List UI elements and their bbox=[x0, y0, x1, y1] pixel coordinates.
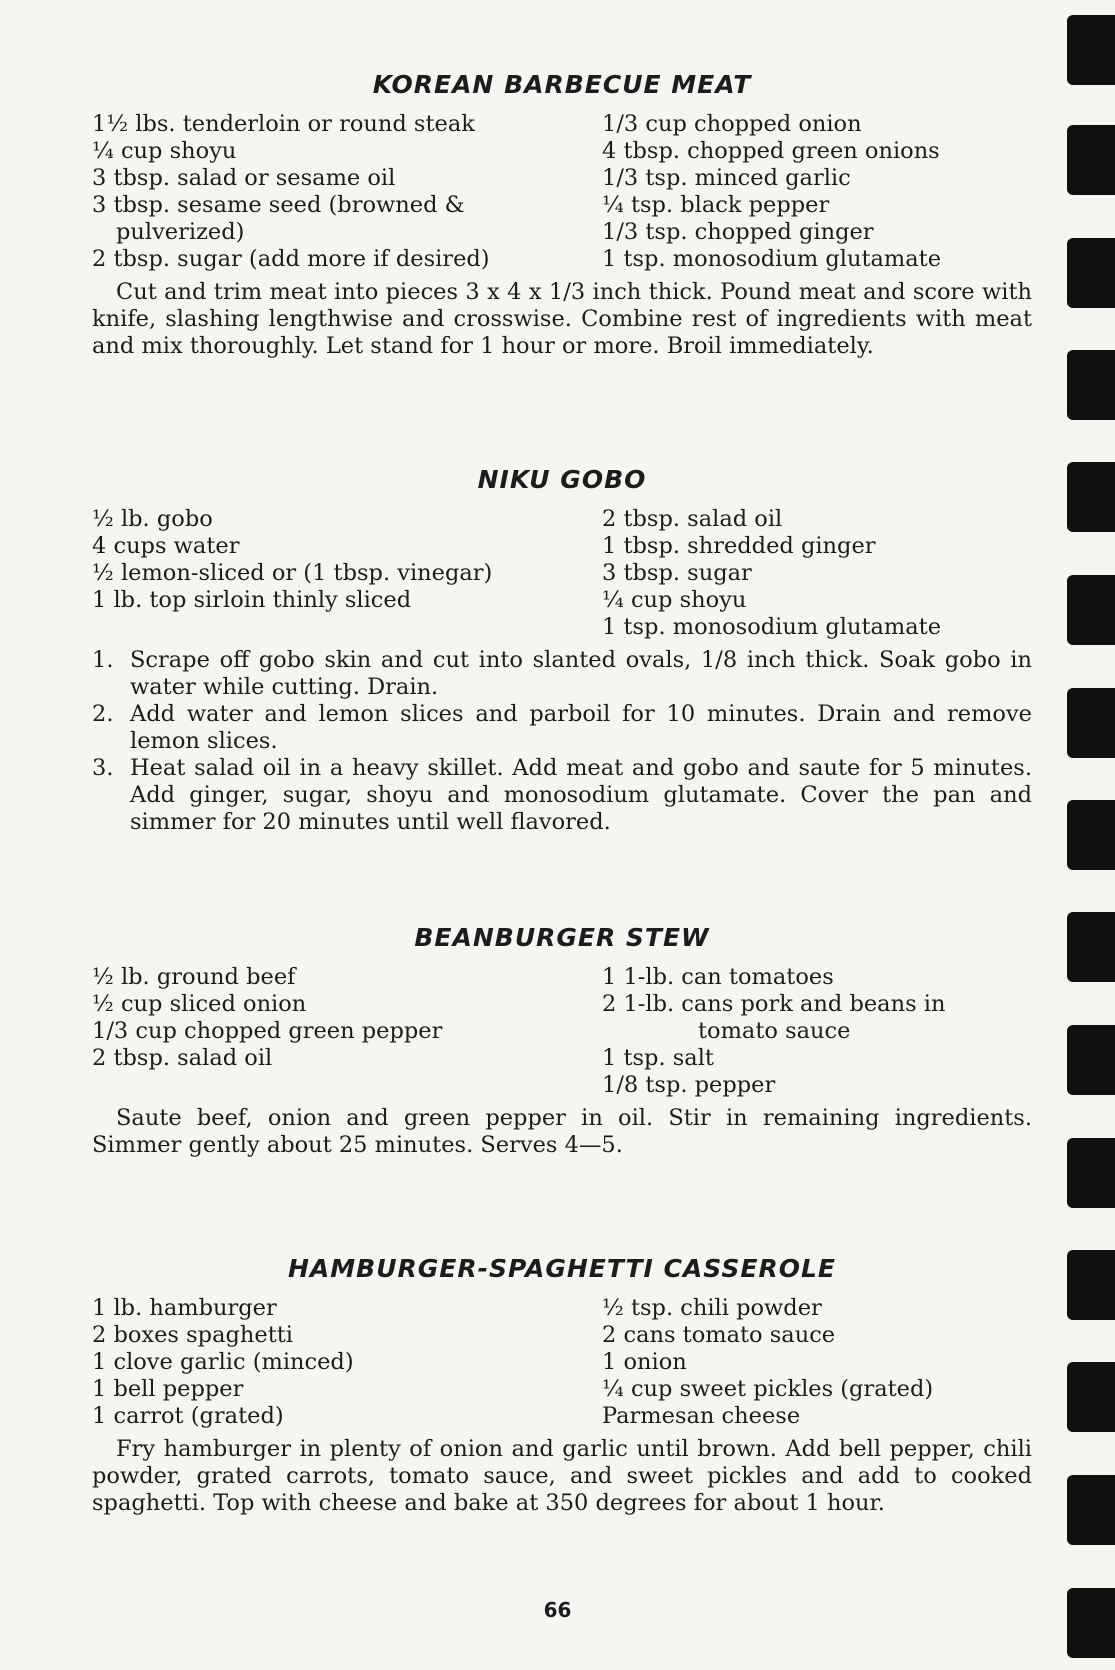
ingredients-right-column bbox=[602, 111, 1032, 273]
recipe-beanburger-stew bbox=[92, 923, 1032, 1182]
recipe-niku-gobo bbox=[92, 465, 1032, 836]
ingredient: ½ lb. gobo bbox=[92, 506, 213, 532]
ingredient: 1/3 tsp. chopped ginger bbox=[602, 219, 874, 245]
recipe-korean-barbecue-meat bbox=[92, 70, 1032, 383]
ingredients bbox=[92, 1295, 1032, 1430]
recipe-steps bbox=[92, 647, 1032, 836]
binding-hole bbox=[1067, 1362, 1115, 1432]
binding-hole bbox=[1067, 462, 1115, 532]
step-number: 1. bbox=[92, 647, 114, 673]
ingredients-left-column bbox=[92, 506, 592, 641]
ingredient: 3 tbsp. salad or sesame oil bbox=[92, 165, 396, 191]
ingredient: 1/8 tsp. pepper bbox=[602, 1072, 776, 1098]
binding-hole bbox=[1067, 575, 1115, 645]
binding-hole bbox=[1067, 1138, 1115, 1208]
ingredient: ½ lb. ground beef bbox=[92, 964, 296, 990]
binding-hole bbox=[1067, 1475, 1115, 1545]
ingredient: Parmesan cheese bbox=[602, 1403, 801, 1429]
ingredient: 3 tbsp. sesame seed (browned & pulverized) bbox=[92, 192, 465, 245]
recipe-title: BEANBURGER STEW bbox=[414, 923, 710, 952]
ingredient: 2 cans tomato sauce bbox=[602, 1322, 836, 1348]
step-text: Scrape off gobo skin and cut into slanted ovals, 1/8 inch thick. Soak gobo in water while cutting. Drain. bbox=[130, 647, 1032, 700]
ingredients-left-column bbox=[92, 964, 592, 1099]
ingredient: 4 cups water bbox=[92, 533, 240, 559]
binding-hole bbox=[1067, 125, 1115, 195]
binding-hole bbox=[1067, 15, 1115, 85]
ingredient: ¼ cup shoyu bbox=[92, 138, 237, 164]
ingredient: 1/3 cup chopped green pepper bbox=[92, 1018, 443, 1044]
ingredient: 1 tbsp. shredded ginger bbox=[602, 533, 876, 559]
ingredient: 1 carrot (grated) bbox=[92, 1403, 284, 1429]
ingredient: 4 tbsp. chopped green onions bbox=[602, 138, 940, 164]
ingredient: 1/3 cup chopped onion bbox=[602, 111, 862, 137]
recipe-title: HAMBURGER-SPAGHETTI CASSEROLE bbox=[288, 1254, 836, 1283]
recipe-step bbox=[92, 701, 1032, 755]
ingredient: ¼ cup sweet pickles (grated) bbox=[602, 1376, 934, 1402]
ingredient: 1 onion bbox=[602, 1349, 687, 1375]
ingredient: 1 lb. hamburger bbox=[92, 1295, 277, 1321]
binding-hole bbox=[1067, 238, 1115, 308]
binding-hole bbox=[1067, 800, 1115, 870]
ingredients bbox=[92, 964, 1032, 1099]
ingredient: 1 bell pepper bbox=[92, 1376, 244, 1402]
ingredient: 3 tbsp. sugar bbox=[602, 560, 752, 586]
ingredient: ¼ cup shoyu bbox=[602, 587, 747, 613]
ingredient: ½ tsp. chili powder bbox=[602, 1295, 822, 1321]
step-text: Heat salad oil in a heavy skillet. Add meat and gobo and saute for 5 minutes. Add ginger, sugar, shoyu and monosodium glutamate. Cover the pan and simmer for 20 minutes until well flavored. bbox=[130, 755, 1032, 835]
binding-hole bbox=[1067, 1588, 1115, 1658]
step-number: 2. bbox=[92, 701, 114, 727]
ingredients bbox=[92, 111, 1032, 273]
recipe-step bbox=[92, 755, 1032, 836]
recipe-directions: Fry hamburger in plenty of onion and garlic until brown. Add bell pepper, chili powder, grated carrots, tomato sauce, and sweet pickles and add to cooked spaghetti. Top with cheese and bake at 350 degrees for about 1 hour. bbox=[92, 1436, 1032, 1516]
recipe-directions: Cut and trim meat into pieces 3 x 4 x 1/3 inch thick. Pound meat and score with knife, slashing lengthwise and crosswise. Combine rest of ingredients with meat and mix thoroughly. Let stand for 1 hour or more. Broil immediately. bbox=[92, 279, 1032, 359]
binding-hole bbox=[1067, 1250, 1115, 1320]
binding-hole bbox=[1067, 688, 1115, 758]
ingredients bbox=[92, 506, 1032, 641]
binding-hole bbox=[1067, 350, 1115, 420]
ingredient: 1 clove garlic (minced) bbox=[92, 1349, 354, 1375]
ingredient: 1 tsp. monosodium glutamate bbox=[602, 246, 942, 272]
spiral-binding bbox=[1055, 0, 1115, 1670]
ingredient: 2 1-lb. cans pork and beans in bbox=[602, 991, 946, 1017]
ingredients-right-column bbox=[602, 506, 1032, 641]
ingredient: 1/3 tsp. minced garlic bbox=[602, 165, 851, 191]
ingredient: 2 tbsp. salad oil bbox=[92, 1045, 273, 1071]
recipe-title: NIKU GOBO bbox=[477, 465, 647, 494]
ingredient: 2 tbsp. sugar (add more if desired) bbox=[92, 246, 490, 272]
ingredients-left-column bbox=[92, 1295, 592, 1430]
ingredient: 1 1-lb. can tomatoes bbox=[602, 964, 834, 990]
recipe-hamburger-spaghetti-casserole bbox=[92, 1254, 1032, 1540]
recipe-directions: Saute beef, onion and green pepper in oil. Stir in remaining ingredients. Simmer gently about 25 minutes. Serves 4—5. bbox=[92, 1105, 1032, 1158]
recipe-step bbox=[92, 647, 1032, 701]
ingredients-right-column bbox=[602, 964, 1032, 1099]
binding-hole bbox=[1067, 1025, 1115, 1095]
ingredient: 1½ lbs. tenderloin or round steak bbox=[92, 111, 475, 137]
ingredient: 2 boxes spaghetti bbox=[92, 1322, 293, 1348]
step-number: 3. bbox=[92, 755, 114, 781]
binding-hole bbox=[1067, 912, 1115, 982]
recipe-title: KOREAN BARBECUE MEAT bbox=[372, 70, 752, 99]
ingredients-left-column bbox=[92, 111, 592, 273]
ingredient: 1 lb. top sirloin thinly sliced bbox=[92, 587, 412, 613]
step-text: Add water and lemon slices and parboil for 10 minutes. Drain and remove lemon slices. bbox=[130, 701, 1032, 754]
ingredient-continuation: tomato sauce bbox=[698, 1018, 851, 1044]
ingredient: ½ cup sliced onion bbox=[92, 991, 307, 1017]
ingredient: ½ lemon-sliced or (1 tbsp. vinegar) bbox=[92, 560, 493, 586]
ingredient: 1 tsp. monosodium glutamate bbox=[602, 614, 942, 640]
ingredient: 1 tsp. salt bbox=[602, 1045, 714, 1071]
ingredients-right-column bbox=[602, 1295, 1032, 1430]
page-number: 66 bbox=[543, 1598, 572, 1622]
ingredient: 2 tbsp. salad oil bbox=[602, 506, 783, 532]
ingredient: ¼ tsp. black pepper bbox=[602, 192, 830, 218]
